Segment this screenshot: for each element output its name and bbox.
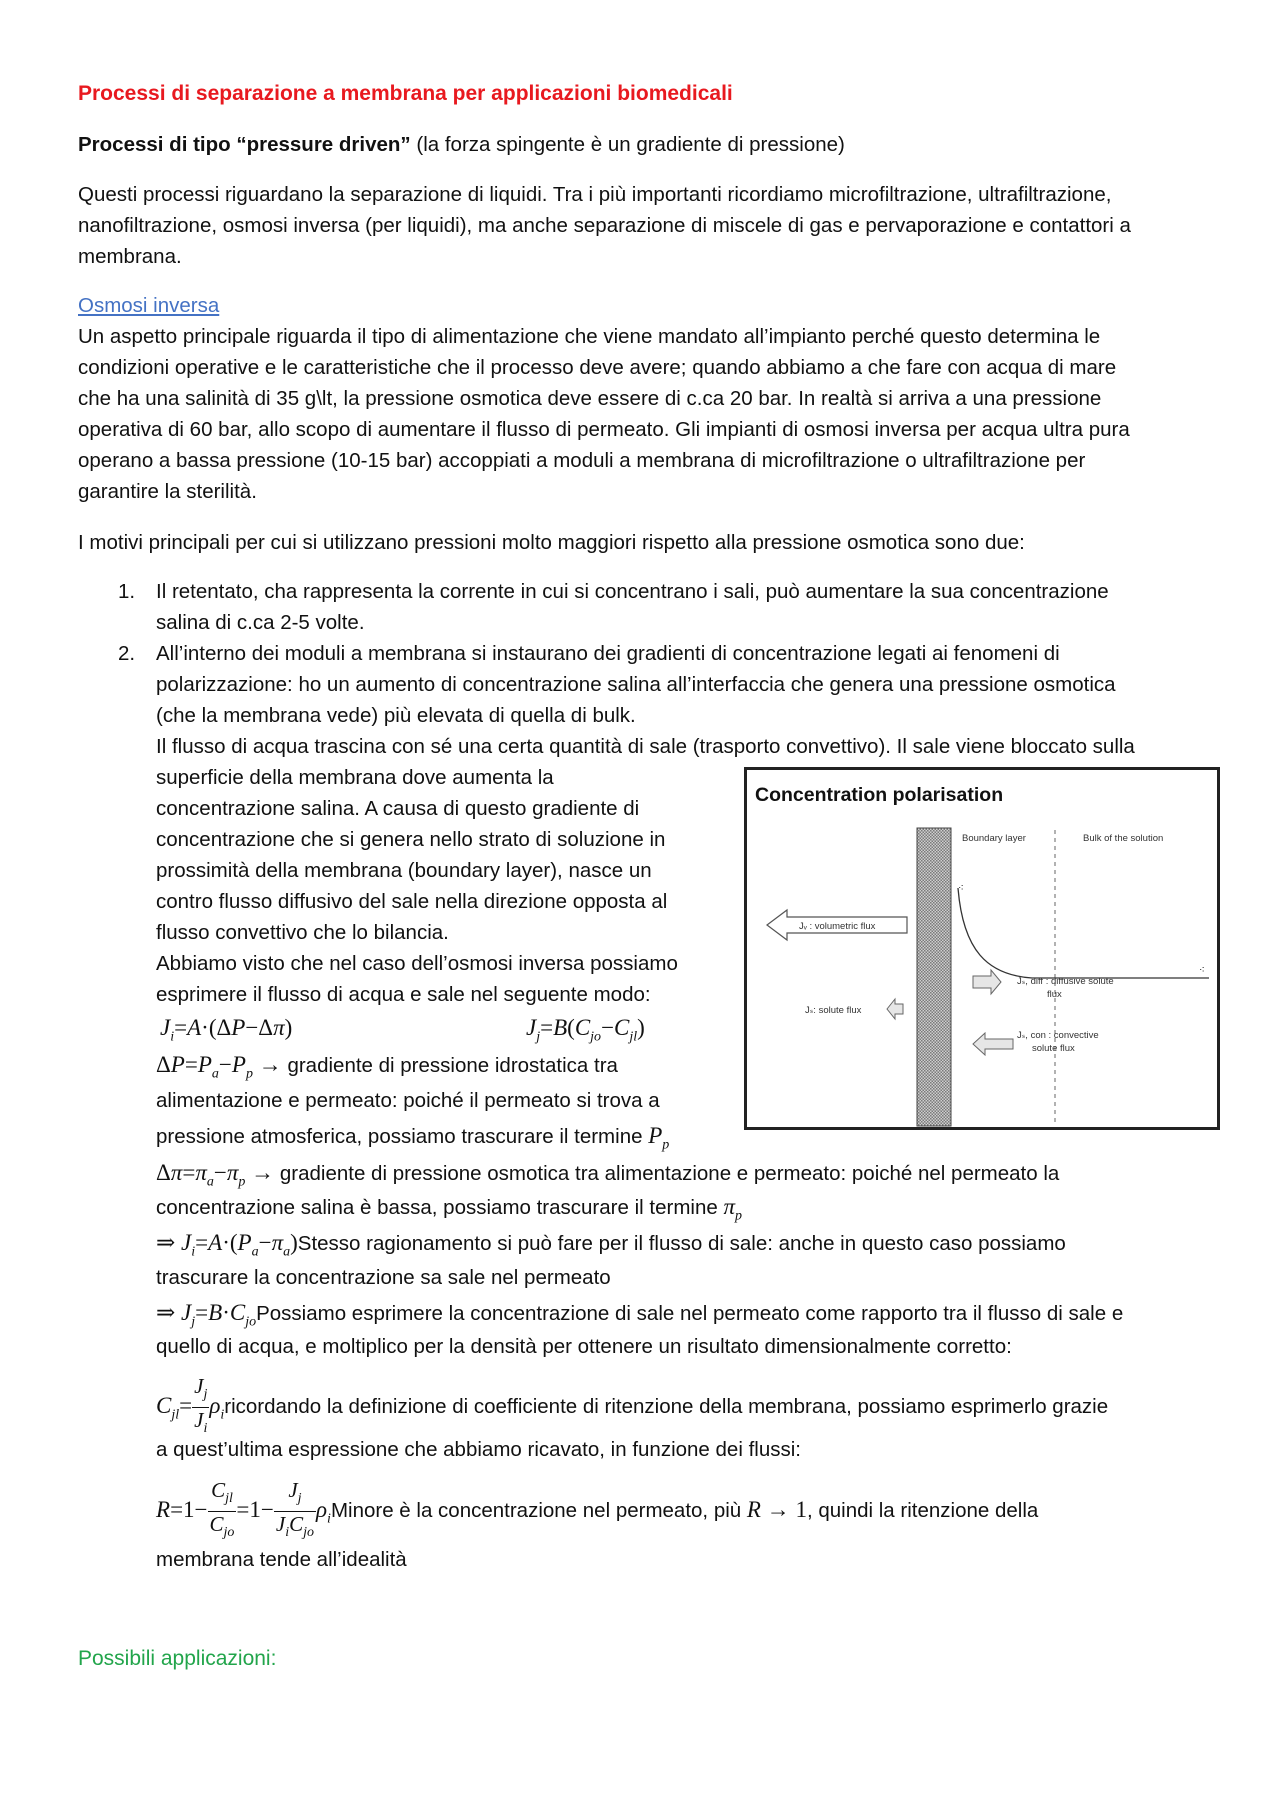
list-item-line: Il retentato, cha rappresenta la corrente in cui si concentrano i sali, può aumentare la sua concentrazione: [156, 580, 1109, 603]
ji-line-2: trascurare la concentrazione sa sale nel permeato: [156, 1266, 611, 1289]
bulk-label: Bulk of the solution: [1083, 833, 1164, 844]
list-item-line: (che la membrana vede) più elevata di quella di bulk.: [156, 704, 636, 727]
applications-heading: Possibili applicazioni:: [78, 1647, 277, 1670]
para-line: operativa di 60 bar, allo scopo di aumentare il flusso di permeato. Gli impianti di osmosi inversa per acqua ultra pura: [78, 418, 1130, 441]
cjl-line-2: a quest’ultima espressione che abbiamo ricavato, in funzione dei flussi:: [156, 1438, 801, 1461]
boundary-layer-label: Boundary layer: [962, 833, 1026, 844]
convective-flux-arrow: [973, 1033, 1013, 1055]
equation-ji: $J_i=A\cdot(\Delta P-\Delta\pi)$: [160, 1015, 293, 1045]
r-text-tail: , quindi la ritenzione della: [806, 1499, 1039, 1523]
wrap-line: concentrazione salina. A causa di questo gradiente di: [156, 797, 640, 820]
dp-line-2: alimentazione e permeato: poiché il permeato si trova a: [156, 1089, 660, 1112]
motivi-line: I motivi principali per cui si utilizzano pressioni molto maggiori rispetto alla pressione osmotica sono due:: [78, 531, 1025, 554]
para-line: condizioni operative e le caratteristiche che il processo deve avere; quando abbiamo a che fare con acqua di mare: [78, 356, 1117, 379]
wrap-line: prossimità della membrana (boundary layer), nasce un: [156, 859, 652, 882]
concentration-polarisation-figure: [744, 767, 1220, 1130]
wrap-line: concentrazione che si genera nello strato di soluzione in: [156, 828, 666, 851]
para-line: Un aspetto principale riguarda il tipo di alimentazione che viene mandato all’impianto perché questo determina le: [78, 325, 1101, 348]
list-item-line: salina di c.ca 2-5 volte.: [156, 611, 365, 634]
dp-text: gradiente di pressione idrostatica tra: [287, 1054, 618, 1077]
equation-jj: $J_j=B(C_{jo}-C_{jl})$: [526, 1015, 645, 1045]
r-line-2: membrana tende all’idealità: [156, 1548, 407, 1571]
subtitle-rest: (la forza spingente è un gradiente di pressione): [416, 133, 845, 156]
subtitle: [78, 129, 845, 160]
wrap-line: esprimere il flusso di acqua e sale nel seguente modo:: [156, 983, 651, 1006]
para-line: garantire la sterilità.: [78, 480, 257, 503]
diffusive-flux-arrow: [973, 970, 1001, 994]
para-line: operano a bassa pressione (10-15 bar) accoppiati a moduli a membrana di microfiltrazione o ultrafiltrazione per: [78, 449, 1086, 472]
list-item-line: Il flusso di acqua trascina con sé una certa quantità di sale (trasporto convettivo). Il sale viene bloccato sulla: [156, 735, 1135, 758]
cjl-equation-line: $C_{jl}=$ $\frac{J_j}{J_i}$ $\rho_iricordando$ la definizione di coefficiente di ritenzione della membrana, possiamo esprimerlo grazie: [156, 1374, 1109, 1437]
membrane-wall: [917, 828, 951, 1126]
solute-flux-label: Jₛ: solute flux: [805, 1005, 862, 1016]
ji-line-1: ⇒ $J_i=A\cdot(P_a-\pi_a)Stesso$ ragionamento si può fare per il flusso di sale: anche in questo caso possiamo: [156, 1230, 1066, 1260]
salt-glyph-icon: ⁖: [1199, 965, 1205, 976]
subtitle-bold: Processi di tipo “pressure driven”: [78, 133, 411, 156]
intro-line: membrana.: [78, 245, 182, 268]
list-item-line: All’interno dei moduli a membrana si instaurano dei gradienti di concentrazione legati ai fenomeni di: [156, 642, 1060, 665]
document-title: Processi di separazione a membrana per applicazioni biomedicali: [78, 82, 733, 105]
wrap-line: flusso convettivo che lo bilancia.: [156, 921, 449, 944]
dp-line-1: $\Delta P=P_a-P_p$ → gradiente di pressione idrostatica tra: [156, 1052, 618, 1082]
ji-text: Stesso ragionamento si può fare per il flusso di sale: anche in questo caso possiamo: [297, 1232, 1066, 1255]
list-item-line: polarizzazione: ho un aumento di concentrazione salina all’interfaccia che genera una pressione osmotica: [156, 673, 1116, 696]
intro-line: Questi processi riguardano la separazione di liquidi. Tra i più importanti ricordiamo microfiltrazione, ultrafiltrazione,: [78, 183, 1112, 206]
figure-title: Concentration polarisation: [755, 784, 1004, 806]
dp-line-3: pressione atmosferica, possiamo trascurare il termine $P_p$: [156, 1123, 670, 1153]
diffusive-flux-label-1: Jₛ, diff : diffusive solute: [1017, 976, 1114, 987]
dpi-text: concentrazione salina è bassa, possiamo trascurare il termine: [156, 1196, 718, 1219]
wrap-line: contro flusso diffusivo del sale nella direzione opposta al: [156, 890, 668, 913]
dp-text: pressione atmosferica, possiamo trascurare il termine: [156, 1125, 643, 1148]
diffusive-flux-label-2: flux: [1047, 989, 1062, 1000]
cjl-text: ricordando la definizione di coefficiente di ritenzione della membrana, possiamo esprimerlo grazie: [224, 1395, 1109, 1419]
jj-text: Possiamo esprimere la concentrazione di sale nel permeato come rapporto tra il flusso di sale e: [256, 1302, 1124, 1325]
solute-flux-arrow: [887, 999, 903, 1019]
wrap-line: Abbiamo visto che nel caso dell’osmosi inversa possiamo: [156, 952, 678, 975]
list-number: 2.: [118, 642, 136, 665]
jj-line-1: ⇒ $J_j=B\cdot C_{jo}Possiamo$ esprimere la concentrazione di sale nel permeato come rapporto tra il flusso di sale e: [156, 1300, 1124, 1330]
figure-svg: [747, 770, 1217, 1127]
para-line: che ha una salinità di 35 g\lt, la pressione osmotica deve essere di c.ca 20 bar. In realtà si arriva a una pressione: [78, 387, 1102, 410]
wrap-line: superficie della membrana dove aumenta la: [156, 766, 554, 789]
r-text: Minore è la concentrazione nel permeato, più: [330, 1499, 742, 1523]
section-heading-link[interactable]: Osmosi inversa: [78, 294, 220, 317]
dpi-line-1: $\Delta\pi=\pi_a-\pi_p$ → gradiente di pressione osmotica tra alimentazione e permeato: poiché nel permeato la: [156, 1160, 1060, 1190]
list-number: 1.: [118, 580, 136, 603]
convective-flux-label-2: solute flux: [1032, 1043, 1075, 1054]
intro-line: nanofiltrazione, osmosi inversa (per liquidi), ma anche separazione di miscele di gas e pervaporazione e contattori a: [78, 214, 1131, 237]
jj-line-2: quello di acqua, e moltiplico per la densità per ottenere un risultato dimensionalmente corretto:: [156, 1335, 1012, 1358]
salt-glyph-icon: ⁖: [958, 883, 964, 894]
r-equation-line: R=1− $\frac{C_{jl}}{C_{jo}}$ =1− $\frac{J_j}{J_iC_{jo}}$ $\rho_iMinore$ è la concentrazione nel permeato, più R → 1, quindi la ritenzione della: [156, 1478, 1039, 1541]
volumetric-flux-label: Jᵥ : volumetric flux: [799, 921, 876, 932]
convective-flux-label-1: Jₛ, con : convective: [1017, 1030, 1099, 1041]
concentration-profile-curve: [958, 888, 1209, 978]
dpi-line-2: concentrazione salina è bassa, possiamo trascurare il termine $\pi_p$: [156, 1194, 742, 1224]
dpi-text: gradiente di pressione osmotica tra alimentazione e permeato: poiché nel permeato la: [279, 1162, 1060, 1185]
